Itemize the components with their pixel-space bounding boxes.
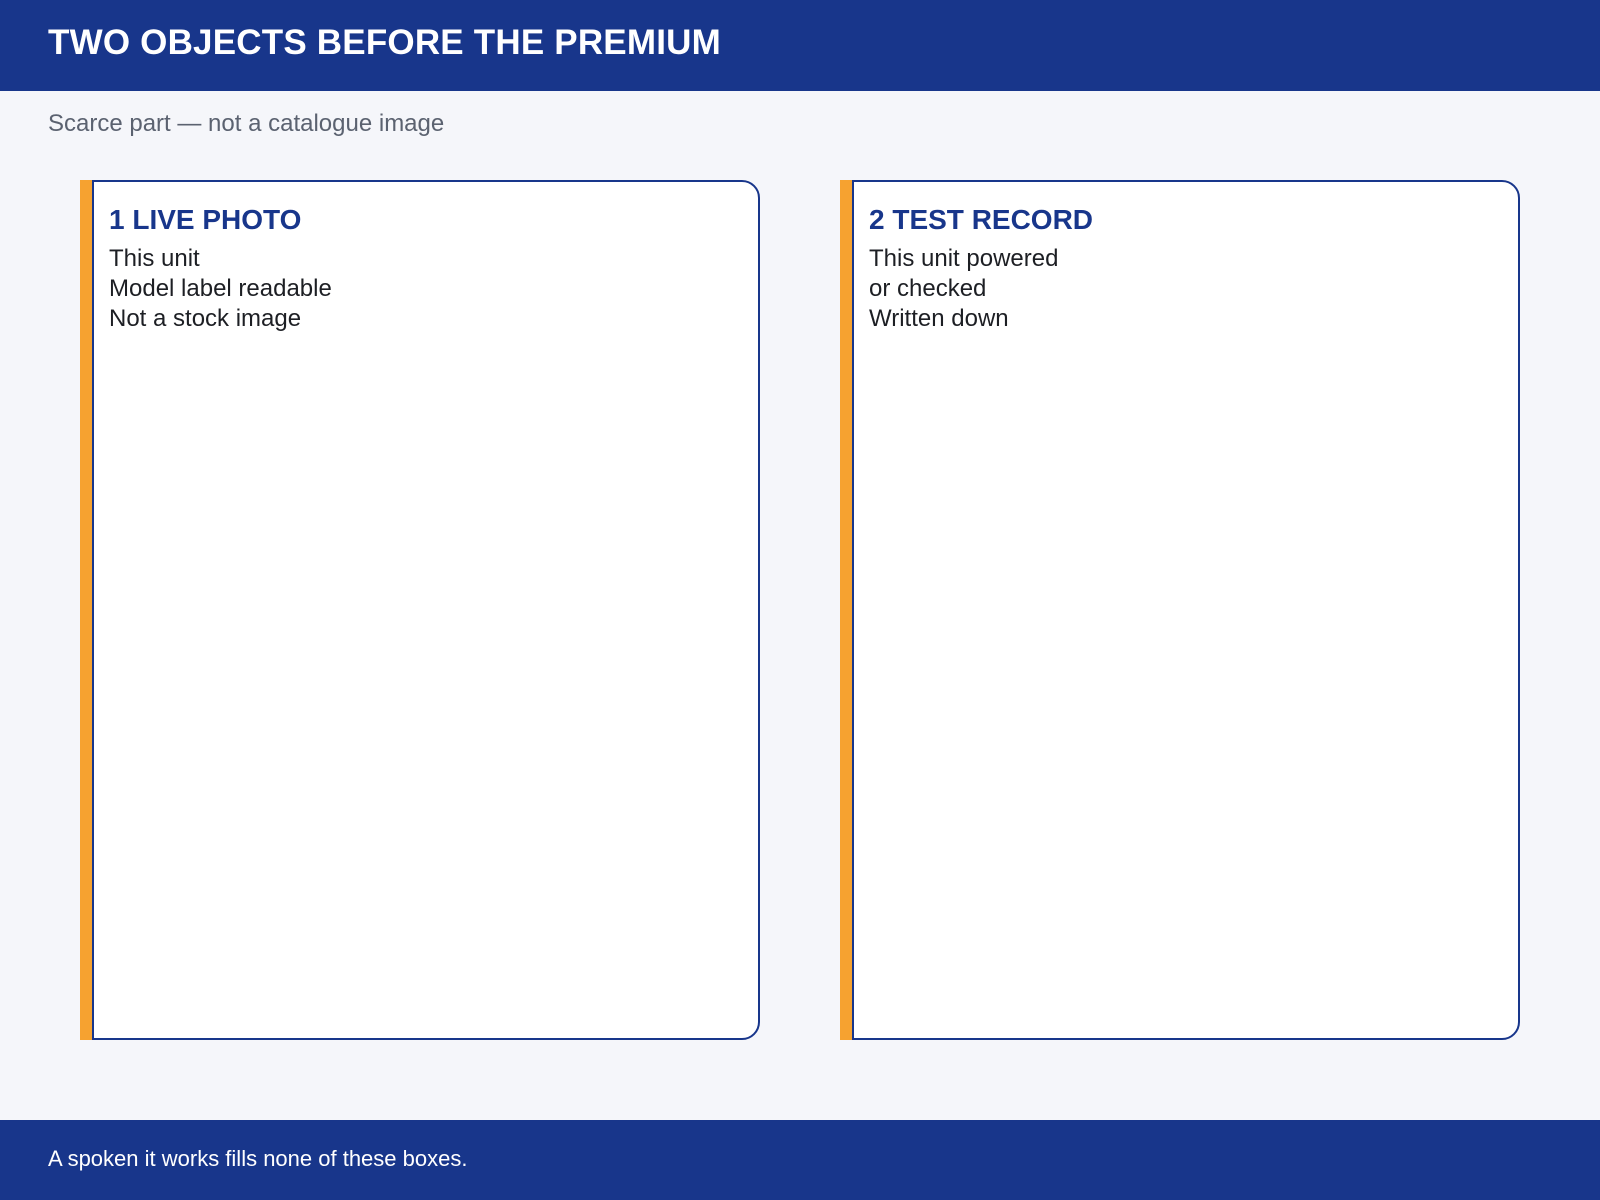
page-subtitle: Scarce part — not a catalogue image [48,110,445,137]
card-line: Written down [869,305,1009,332]
card-line: or checked [869,275,987,302]
card-line: This unit powered [869,245,1059,272]
card-title: 1 LIVE PHOTO [109,204,302,235]
card-checklist [869,244,1058,334]
page-title: TWO OBJECTS BEFORE THE PREMIUM [48,23,721,62]
footer-bar [0,1120,1600,1200]
card-line: Not a stock image [109,305,302,332]
card-title: 2 TEST RECORD [869,204,1094,235]
card-checklist [109,244,332,334]
footer-note: A spoken it works fills none of these boxes. [48,1146,468,1171]
header-bar [0,0,1600,91]
card-line: This unit [109,245,200,272]
live-photo-card [92,180,760,1040]
test-record-card [852,180,1520,1040]
card-line: Model label readable [109,275,332,302]
